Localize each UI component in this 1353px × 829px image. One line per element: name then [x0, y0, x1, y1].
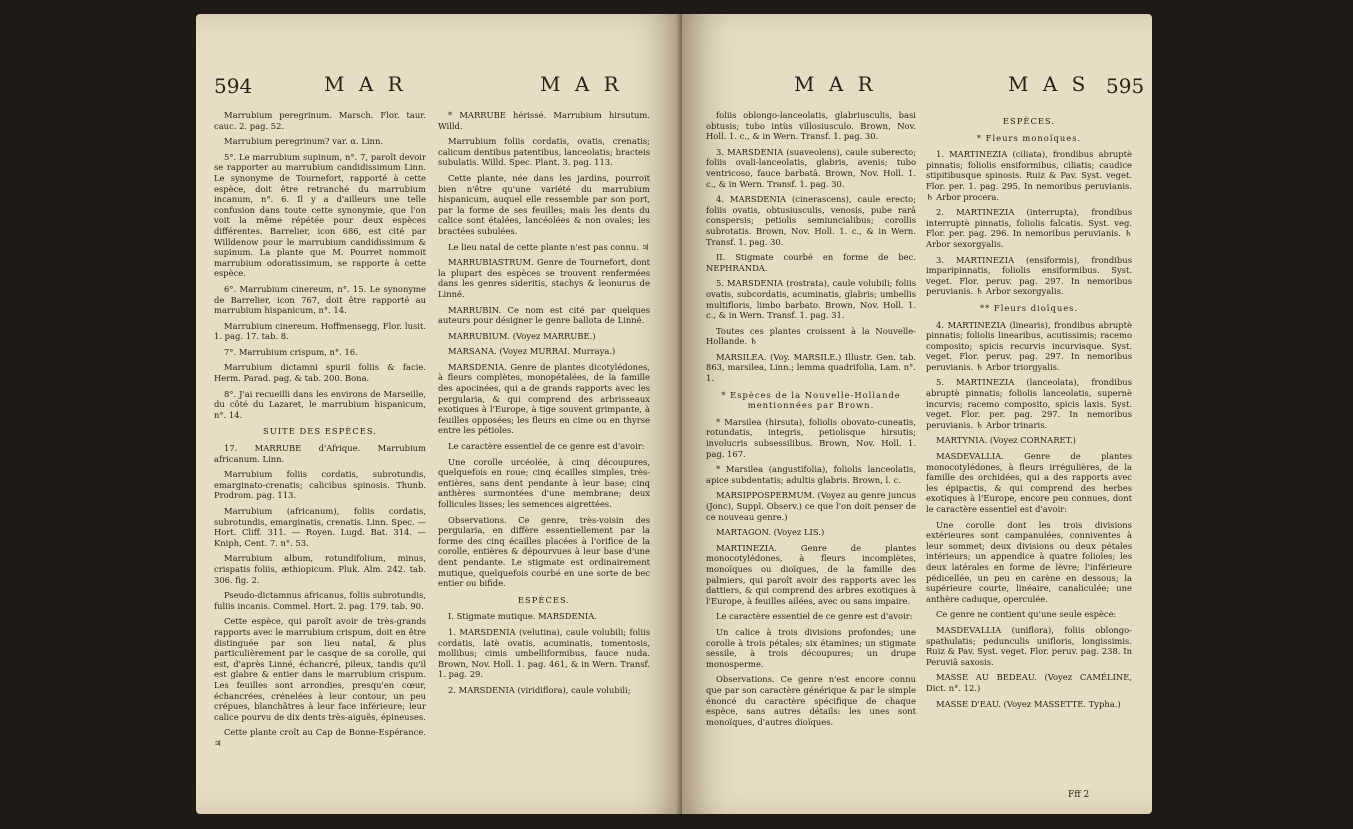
paragraph: 5. MARSDENIA (rostrata), caule volubili; foliis ovatis, subcordatis, acuminatis, glabris; umbellis multifloris, limbo barbato. Brown, Nov. Holl. 1. c., & in Wern. Transf. 1. pag. 31. — [706, 278, 916, 321]
paragraph: MARTINEZIA. Genre de plantes monocotylédones, à fleurs incomplètes, monoïques ou dioïques, de la famille des palmiers, qui paroît avoir des rapports avec les dattiers, & qui comprend des arbres exotiques à l'Europe, à feuilles ailées, avec ou sans impaire. — [706, 542, 916, 606]
paragraph: 8°. J'ai recueilli dans les environs de Marseille, du côté du Lazaret, le marrubium hispanicum, n°. 14. — [214, 388, 426, 420]
paragraph: 3. MARSDENIA (suaveolens), caule suberecto; foliis ovali-lanceolatis, glabris, avenis; tubo ventricoso, fauce barbatâ. Brown, Nov. Holl. 1. c., & in Wern. Transf. 1. pag. 30. — [706, 146, 916, 189]
paragraph: Marrubium peregrinum. Marsch. Flor. taur. cauc. 2. pag. 52. — [214, 110, 426, 131]
paragraph: Un calice à trois divisions profondes; une corolle à trois pétales; six étamines; un stigmate sessile, à trois découpures; un drupe monosperme. — [706, 626, 916, 669]
paragraph: Le lieu natal de cette plante n'est pas connu. ♃ — [448, 241, 650, 252]
paragraph: 1. MARTINEZIA (ciliata), frondibus abruptè pinnatis; foliolis ensiformibus, ciliatis; caudice stipitibusque spinosis. Ruiz & Pav. Syst. veget. Flor. per. 1. pag. 295. In nemoribus peruvianis. ♄ Arbor procera. — [926, 149, 1132, 202]
paragraph: MARSDENIA. Genre de plantes dicotylédones, à fleurs complètes, monopétalées, de la famille des apocinées, qui a de grands rapports avec les pergularia, & qui comprend des arbrisseaux exotiques à l'Europe, à tige souvent grimpante, à feuilles opposées; les fleurs en cime ou en thyrse entre les pétioles. — [438, 361, 650, 436]
paragraph: Marrubium album, rotundifolium, minus, crispatis foliis, æthiopicum. Pluk. Alm. 242. tab. 306. fig. 2. — [214, 553, 426, 585]
paragraph: Cette plante, née dans les jardins, pourroit bien n'être qu'une variété du marrubium hispanicum, auquel elle ressemble par son port, par la forme de ses feuilles; mais les dents du calice sont étalées, lancéolées & non ovales; les bractées subulées. — [438, 172, 650, 236]
paragraph: 2. MARSDENIA (viridiflora), caule volubili; — [448, 684, 631, 695]
paragraph: MARSILEA. (Voy. MARSILE.) Illustr. Gen. tab. 863, marsilea, Linn.; lemma quadrifolia, Lam. n°. 1. — [706, 351, 916, 384]
paragraph: Le caractère essentiel de ce genre est d'avoir: — [716, 611, 913, 622]
paragraph: 5. MARTINEZIA (lanceolata), frondibus abruptè pinnatis; foliolis lanceolatis, supernè incurvis; racemo composito, spicis laxis. Syst. veget. Flor. per. pag. 297. In nemoribus peruvianis. ♄ Arbor trinaris. — [926, 377, 1132, 430]
paragraph: I. Stigmate mutique. MARSDENIA. — [448, 611, 597, 622]
left-running-head-b: M A R — [540, 72, 623, 96]
paragraph: Marrubium foliis cordatis, ovatis, crenatis; calicum dentibus patentibus, lanceolatis; bracteis subulatis. Willd. Spec. Plant. 3. pag. 113. — [438, 136, 650, 168]
right-running-head-b: M A S — [1008, 72, 1090, 96]
paragraph: MARTAGON. (Voyez LIS.) — [716, 527, 825, 538]
paragraph: Marrubium foliis cordatis, subrotundis, emarginato-crenatis; calicibus spinosis. Thunb. Prodrom. pag. 113. — [214, 469, 426, 501]
paragraph: MARRUBIUM. (Voyez MARRUBE.) — [448, 330, 596, 341]
paragraph: 5°. Le marrubium supinum, n°. 7, paroît devoir se rapporter au marrubium candidissimum Linn. Le synonyme de Tournefort, rapporté à cette espèce, doit être retranché du marrubium incanum, n°. 6. Il y a d'ailleurs une telle confusion dans toute cette synonymie, que l'on voit la même répétée pour deux espèces différentes. Barrelier, icon 686, est cité par Willdenow pour le marrubium candidissimum & supinum. La plante que M. Pourret nommoit marrubium odoratissimum, se rapporte à cette espèce. — [214, 151, 426, 279]
paragraph: SUITE DES ESPÈCES. — [263, 426, 377, 437]
paragraph: ** Fleurs dioïques. — [979, 302, 1079, 313]
paragraph: Marrubium cinereum. Hoffmensegg, Flor. lusit. 1. pag. 17. tab. 8. — [214, 320, 426, 342]
paragraph: 1. MARSDENIA (velutina), caule volubili; foliis cordatis, latè ovatis, acuminatis, tomentosis, mollibus; cimis umbelliformibus, fauce nuda. Brown, Nov. Holl. 1. pag. 461, & in Wern. Transf. 1. pag. 29. — [438, 626, 650, 680]
paragraph: foliis oblongo-lanceolatis, glabriusculis, basi obtusis; tubo intùs villosiusculo. Brown, Nov. Holl. 1. c., & in Wern. Transf. 1. pag. 30. — [706, 110, 916, 142]
paragraph: 6°. Marrubium cinereum, n°. 15. Le synonyme de Barrelier, icon 767, doit être rapporté au marrubium hispanicum, n°. 14. — [214, 283, 426, 316]
left-column-2 — [438, 110, 650, 701]
paragraph: MARSANA. (Voyez MURRAI. Murraya.) — [448, 346, 616, 357]
paragraph: * Marsilea (hirsuta), foliolis obovato-cuneatis, rotundatis, integris, petiolisque hirsutis; involucris subsessilibus. Brown, Nov. Holl. 1. pag. 167. — [706, 416, 916, 459]
paragraph: MARTYNIA. (Voyez CORNARET.) — [936, 435, 1076, 446]
paragraph: Une corolle urcéolée, à cinq découpures, quelquefois en roue; cinq écailles simples, très-entières, sans dent pendante à leur base; cinq anthères surmontées d'une membrane; deux follicules lisses; les semences aigrettées. — [438, 456, 650, 509]
paragraph: Cette espèce, qui paroît avoir de très-grands rapports avec le marrubium crispum, doit en être distinguée par son lieu natal, & plus particulièrement par le casque de sa corolle, qui est, d'après Linné, échancré, pileux, tandis qu'il est glabre & entier dans le marrubium crispum. Les feuilles sont arrondies, presqu'en cœur, échancrées, crénelées à leur contour, un peu crépues, blanchâtres à leur face inférieure; leur calice pourvu de dix dents très-aiguës, épineuses. — [214, 616, 426, 722]
paragraph: 4. MARSDENIA (cinerascens), caule erecto; foliis ovatis, obtusiusculis, venosis, pube rarâ conspersis; petiolis semiuncialibus; corollis subrotatis. Brown, Nov. Holl. 1. c., & in Wern. Transf. 1. pag. 30. — [706, 194, 916, 247]
right-running-head-a: M A R — [794, 72, 877, 96]
left-running-head-a: M A R — [324, 72, 407, 96]
paragraph: 4. MARTINEZIA (linearis), frondibus abruptè pinnatis; foliolis linearibus, acutissimis; racemo composito; spicis recurvis incurvisque. Syst. veget. Flor. peruv. pag. 297. In nemoribus peruvianis. ♄ Arbor triorgyalis. — [926, 319, 1132, 372]
paragraph: 17. MARRUBE d'Afrique. Marrubium africanum. Linn. — [214, 443, 426, 464]
paragraph: MASSE D'EAU. (Voyez MASSETTE. Typha.) — [936, 698, 1121, 709]
paragraph: Toutes ces plantes croissent à la Nouvelle-Hollande. ♄ — [706, 325, 916, 347]
paragraph: * Marsilea (angustifolia), foliolis lanceolatis, apice subdentatis; adultis glabris. Brown, l. c. — [706, 464, 916, 485]
signature-mark: Fff 2 — [1068, 790, 1090, 800]
paragraph: 3. MARTINEZIA (ensiformis), frondibus imparipinnatis, foliolis ensiformibus. Syst. veget. Flor. peruv. pag. 297. In nemoribus peruvianis. ♄ Arbor sexorgyalis. — [926, 254, 1132, 297]
right-column-1 — [706, 110, 916, 732]
right-column-2 — [926, 110, 1132, 714]
paragraph: MARSIPPOSPERMUM. (Voyez au genre juncus (Jonc), Suppl. Observ.) ce que l'on doit penser de ce nouveau genre.) — [706, 490, 916, 522]
paragraph: Cette plante croît au Cap de Bonne-Espérance. ♃ — [214, 727, 426, 748]
paragraph: 7°. Marrubium crispum, n°. 16. — [224, 346, 358, 357]
left-column-1 — [214, 110, 426, 753]
right-page-number: 595 — [1106, 74, 1145, 98]
paragraph: ESPÈCES. — [517, 594, 571, 605]
paragraph: Le caractère essentiel de ce genre est d'avoir: — [448, 441, 645, 452]
paragraph: MARRUBIN. Ce nom est cité par quelques auteurs pour désigner le genre ballota de Linné. — [438, 304, 650, 326]
paragraph: ESPÈCES. — [1002, 116, 1056, 126]
paragraph: Marrubium peregrinum? var. α. Linn. — [224, 136, 384, 147]
paragraph: Ce genre ne contient qu'une seule espèce: — [936, 609, 1117, 620]
paragraph: Observations. Ce genre, très-voisin des pergularia, en diffère essentiellement par la forme des cinq écailles placées à l'orifice de la corolle, entières & dépourvues à leur base d'une dent pendante. Le stigmate est ordinairement mutique, quelquefois courbé en une sorte de bec entier ou bifide. — [438, 514, 650, 589]
paragraph: * MARRUBE hérissé. Marrubium hirsutum. Willd. — [438, 110, 650, 131]
paragraph: MASDEVALLIA. Genre de plantes monocotylédones, à fleurs irrégulières, de la famille des orchidées, qui a des rapports avec les épipactis, & qui comprend des herbes exotiques à l'Europe, encore peu connues, dont le caractère essentiel est d'avoir: — [926, 451, 1132, 514]
paragraph: Une corolle dont les trois divisions extérieures sont campanulées, conniventes à leur sommet; deux divisions ou deux pétales intérieurs; un appendice à quatre folioles; les deux latérales en forme de lèvre; l'inférieure pédicellée, un peu en carène en dessous; la supérieure courte, linéaire, canaliculée; une anthère caduque, operculée. — [926, 519, 1132, 604]
left-page-number: 594 — [214, 74, 253, 98]
left-page — [196, 14, 682, 814]
paragraph: MARRUBIASTRUM. Genre de Tournefort, dont la plupart des espèces se trouvent renfermées dans les genres sideritis, stachys & leonurus de Linné. — [438, 257, 650, 299]
paragraph: 2. MARTINEZIA (interrupta), frondibus interruptè pinnatis, foliolis falcatis. Syst. veg. Flor. per. pag. 296. In nemoribus peruvianis. ♄ Arbor sexorgyalis. — [926, 207, 1132, 249]
paragraph: Marrubium dictamni spurii foliis & facie. Herm. Parad. pag. & tab. 200. Bona. — [214, 362, 426, 384]
right-page — [682, 14, 1152, 814]
paragraph: MASSE AU BEDEAU. (Voyez CAMÉLINE, Dict. n°. 12.) — [926, 672, 1132, 693]
paragraph: Marrubium (africanum), foliis cordatis, subrotundis, emarginatis, crenatis. Linn. Spec. — Hort. Cliff. 311. — Royen. Lugd. Bat. 314. — Kniph, Cent. 7. n°. 53. — [214, 506, 426, 548]
paragraph: * Fleurs monoïques. — [976, 132, 1082, 143]
paragraph: * Espèces de la Nouvelle-Hollande mentionnées par Brown. — [721, 389, 901, 411]
paragraph: II. Stigmate courbé en forme de bec. NEPHRANDA. — [706, 252, 916, 273]
paragraph: Observations. Ce genre n'est encore connu que par son caractère générique & par le simple énoncé du caractère spécifique de chaque espèce, sans autres détails: les unes sont monoïques, d'autres dioïques. — [706, 674, 916, 727]
paragraph: Pseudo-dictamnus africanus, foliis subrotundis, fuliis incanis. Commel. Hort. 2. pag. 179. tab. 90. — [214, 590, 426, 611]
paragraph: MASDEVALLIA (uniflora), foliis oblongo-spathulatis; pedunculis unifloris, longissimis. Ruiz & Pav. Syst. veget. Flor. peruv. pag. 238. In Peruviâ saxosis. — [926, 624, 1132, 667]
